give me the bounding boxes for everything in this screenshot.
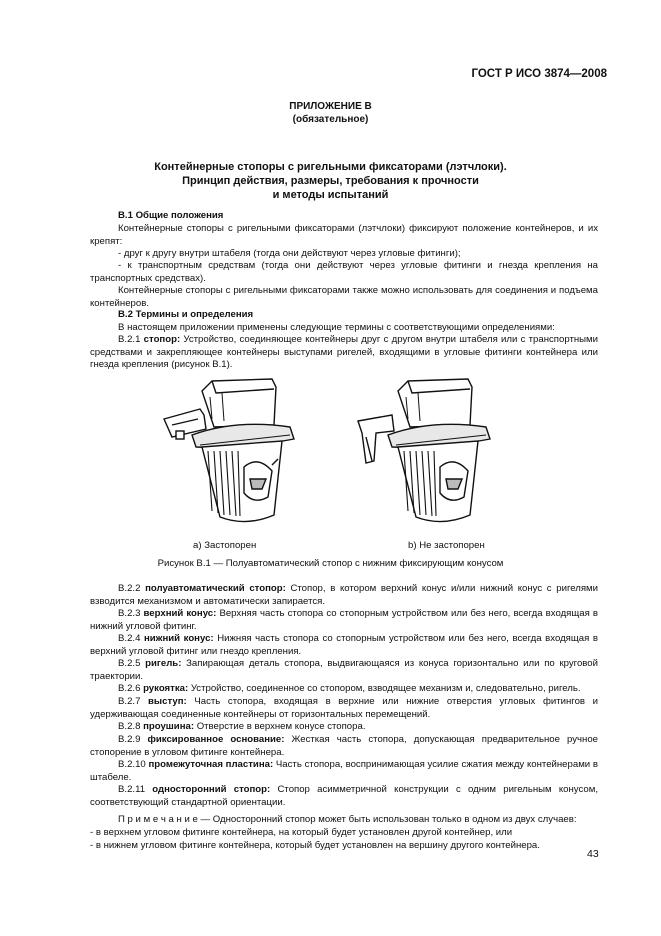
b1-paragraph-1: Контейнерные стопоры с ригельными фиксаторами (лэтчлоки) фиксируют положение контейнеров, и их крепят: (90, 223, 598, 247)
page-number: 43 (587, 848, 599, 860)
definition-b2-8: В.2.8 проушина: Отверстие в верхнем конусе стопора. (118, 721, 366, 732)
b1-list-item-1: - друг к другу внутри штабеля (тогда они действуют через угловые фитинги); (118, 248, 461, 259)
note-item-2: - в нижнем угловом фитинге контейнера, который будет установлен на вершину другого контейнера. (90, 840, 540, 851)
section-title-line1: Контейнерные стопоры с ригельными фиксаторами (лэтчлоки). (154, 161, 507, 173)
latchlock-unlocked-drawing (358, 379, 490, 522)
section-title-line2: Принцип действия, размеры, требования к прочности (182, 175, 479, 187)
appendix-title: ПРИЛОЖЕНИЕ В (289, 101, 372, 112)
definition-b2-5: В.2.5 ригель: Запирающая деталь стопора, выдвигающаяся из конуса горизонтально или по круговой траектории. (90, 658, 598, 682)
figure-label-b: b) Не застопорен (408, 540, 485, 551)
definition-b2-4: В.2.4 нижний конус: Нижняя часть стопора со стопорным устройством или без него, всегда входящая в верхний угловой фитинг или гнездо крепления. (90, 633, 598, 657)
standard-header: ГОСТ Р ИСО 3874—2008 (471, 68, 607, 80)
definition-b2-3: В.2.3 верхний конус: Верхняя часть стопора со стопорным устройством или без него, всегда входящая в нижний угловой фитинг. (90, 608, 598, 632)
figure-label-a: а) Застопорен (193, 540, 257, 551)
definition-b2-1: В.2.1 стопор: Устройство, соединяющее контейнеры друг с другом внутри штабеля или с транспортными средствами и закрепляющее контейнеры выступами ригелей, входящими в угловые фитинги контейнера или гнезда крепления (рисунок В.1). (90, 334, 598, 371)
b1-paragraph-2: Контейнерные стопоры с ригельными фиксаторами также можно использовать для соединения и подъема контейнеров. (90, 285, 598, 309)
section-title-line3: и методы испытаний (272, 189, 389, 201)
note-item-1: - в верхнем угловом фитинге контейнера, на который будет установлен другой контейнер, или (90, 827, 513, 838)
note: П р и м е ч а н и е — Односторонний стопор может быть использован только в одном из двух случаев: (118, 814, 577, 825)
figure-caption: Рисунок В.1 — Полуавтоматический стопор с нижним фиксирующим конусом (157, 558, 504, 569)
b1-heading: В.1 Общие положения (118, 210, 224, 221)
figure-b1-illustration (150, 375, 530, 535)
b2-heading: В.2 Термины и определения (118, 309, 254, 320)
definition-b2-11: В.2.11 односторонний стопор: Стопор асимметричной конструкции с одним ригельным конусом, соответствующий стандартной ориентации. (90, 784, 598, 808)
b2-intro: В настоящем приложении применены следующие термины с соответствующими определениями: (118, 322, 555, 333)
definition-b2-9: В.2.9 фиксированное основание: Жесткая часть стопора, допускающая предварительное ручное стопорение в угловом фитинге контейнера. (90, 734, 598, 758)
definition-b2-2: В.2.2 полуавтоматический стопор: Стопор, в котором верхний конус и/или нижний конус с ригелями взводится механизмом и автоматически запирается. (90, 583, 598, 607)
definition-b2-7: В.2.7 выступ: Часть стопора, входящая в верхние или нижние отверстия угловых фитингов и удерживающая соединенные контейнеры от горизонтальных перемещений. (90, 696, 598, 720)
definition-b2-6: В.2.6 рукоятка: Устройство, соединенное со стопором, взводящее механизм и, следовательно, ригель. (118, 683, 581, 694)
b1-list-item-2: - к транспортным средствам (тогда они действуют через угловые фитинги и гнезда крепления на транспортных средствах). (90, 260, 598, 284)
definition-b2-10: В.2.10 промежуточная пластина: Часть стопора, воспринимающая усилие сжатия между контейнерами в штабеле. (90, 759, 598, 783)
latchlock-locked-drawing (164, 379, 294, 522)
appendix-type: (обязательное) (292, 114, 369, 125)
